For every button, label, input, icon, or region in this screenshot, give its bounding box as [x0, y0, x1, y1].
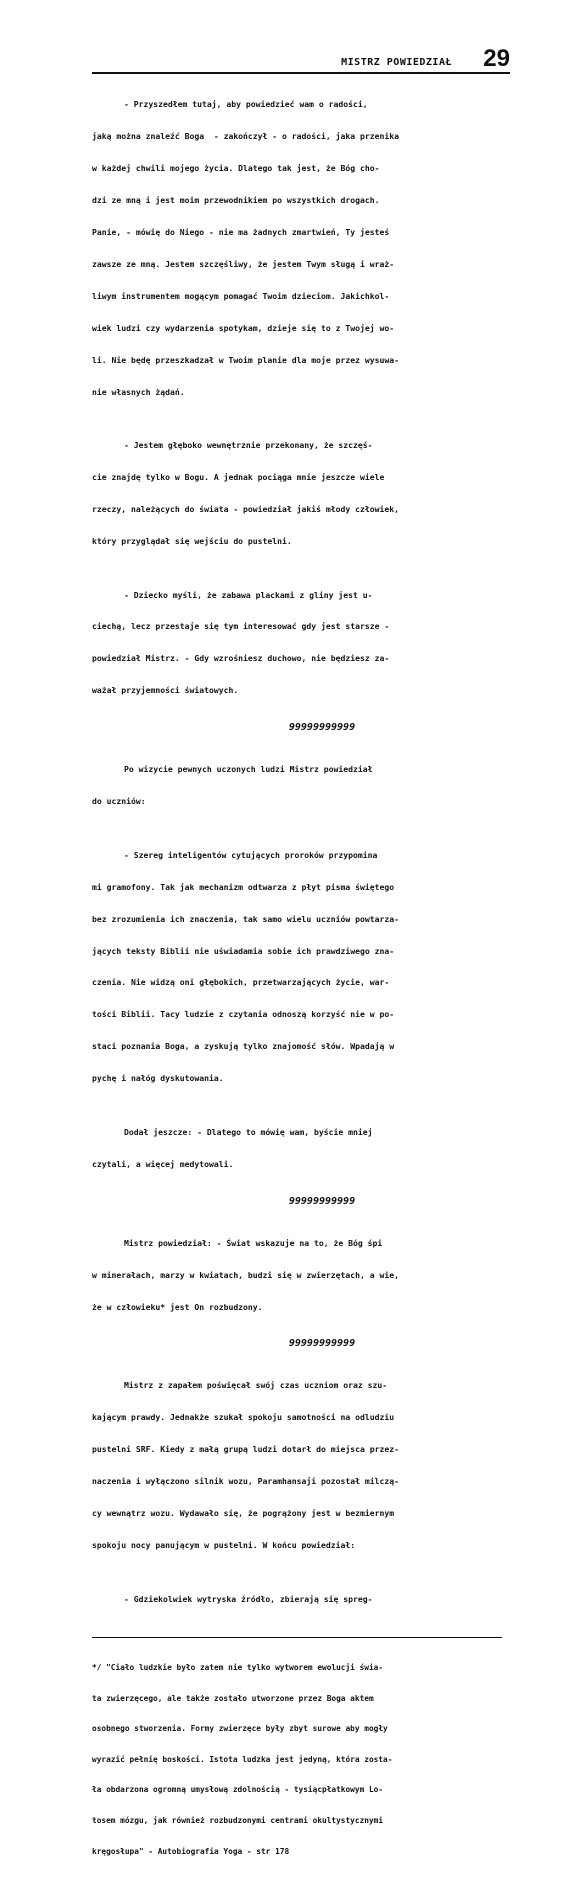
section-separator: 99999999999: [288, 1338, 356, 1350]
page-body: [92, 78, 512, 1877]
section-world: [92, 1216, 512, 1333]
paragraph: [92, 743, 512, 828]
text-line: nie własnych żądań.: [92, 387, 185, 398]
running-title: MISTRZ POWIEDZIAŁ: [341, 57, 452, 68]
text-line: cie znajdę tylko w Bogu. A jednak pociąga mnie jeszcze wiele: [92, 472, 385, 483]
text-line: staci poznania Boga, a zyskują tylko znajomość słów. Wpadają w: [92, 1041, 395, 1052]
footnote-line: tosem mózgu, jak również rozbudzonymi centrami okultystycznymi: [92, 1815, 384, 1825]
text-line: Panie, - mówię do Niego - nie ma żadnych zmartwień, Ty jesteś: [92, 227, 390, 238]
section-joy: [92, 78, 512, 717]
text-line: pustelni SRF. Kiedy z małą grupą ludzi dotarł do miejsca przez-: [92, 1444, 399, 1455]
footnote-line: */ "Ciało ludzkie było zatem nie tylko wytworem ewolucji świa-: [92, 1662, 384, 1672]
text-line: jących teksty Biblii nie uświadamia sobie ich prawdziwego zna-: [92, 945, 395, 956]
text-line: naczenia i wyłączono silnik wozu, Paramhansaji pozostał milczą-: [92, 1476, 399, 1487]
text-line: Po wizycie pewnych uczonych ludzi Mistrz powiedział: [124, 764, 373, 775]
paragraph: [92, 1216, 512, 1333]
paragraph: [92, 828, 512, 1105]
footnote-line: ła obdarzona ogromną umysłową zdolnością - tysiącpłatkowym Lo-: [92, 1785, 384, 1795]
paragraph: [92, 568, 512, 717]
text-line: czenia. Nie widzą oni głębokich, przetwarzających życie, war-: [92, 977, 390, 988]
text-line: do uczniów:: [92, 796, 146, 807]
text-line: - Przyszedłem tutaj, aby powiedzieć wam o radości,: [124, 99, 368, 110]
text-line: Dodał jeszcze: - Dlatego to mówię wam, byście mniej: [124, 1126, 373, 1137]
paragraph: [92, 419, 512, 568]
footnote-line: wyrazić pełnię boskości. Istota ludzka jest jedyną, która zosta-: [92, 1754, 393, 1764]
text-line: czytali, a więcej medytowali.: [92, 1158, 234, 1169]
footnote-divider: [92, 1637, 502, 1638]
text-line: rzeczy, należących do świata - powiedział jakiś młody człowiek,: [92, 504, 399, 515]
text-line: - Gdziekolwiek wytryska źródło, zbierają się spreg-: [124, 1593, 373, 1604]
text-line: dzi ze mną i jest moim przewodnikiem po wszystkich drogach.: [92, 195, 380, 206]
text-line: powiedział Mistrz. - Gdy wzrośniesz duchowo, nie będziesz za-: [92, 653, 390, 664]
text-line: mi gramofony. Tak jak mechanizm odtwarza z płyt pisma świętego: [92, 881, 395, 892]
text-line: zawsze ze mną. Jestem szczęśliwy, że jestem Twym sługą i wraż-: [92, 259, 395, 270]
section-separator: 99999999999: [288, 722, 356, 734]
text-line: jaką można znaleźć Boga - zakończył - o radości, jaka przenika: [92, 131, 399, 142]
text-line: Mistrz z zapałem poświęcał swój czas uczniom oraz szu-: [124, 1380, 388, 1391]
paragraph: [92, 1572, 512, 1625]
text-line: pychę i nałóg dyskutowania.: [92, 1073, 224, 1084]
paragraph: [92, 1359, 512, 1572]
footnote-line: ta zwierzęcego, ale także zostało utworzone przez Boga aktem: [92, 1693, 374, 1703]
text-line: że w człowieku* jest On rozbudzony.: [92, 1301, 263, 1312]
section-hermitage: [92, 1359, 512, 1625]
text-line: - Szereg inteligentów cytujących proroków przypomina: [124, 849, 378, 860]
footnote: [92, 1643, 512, 1877]
text-line: w każdej chwili mojego życia. Dlatego tak jest, że Bóg cho-: [92, 163, 380, 174]
text-line: ważał przyjemności światowych.: [92, 685, 239, 696]
text-line: - Dziecko myśli, że zabawa plackami z gliny jest u-: [124, 589, 373, 600]
text-line: li. Nie będę przeszkadzał w Twoim planie dla moje przez wysuwa-: [92, 355, 399, 366]
footnote-line: kręgosłupa" - Autobiografia Yoga - str 178: [92, 1846, 290, 1856]
text-line: który przyglądał się wejściu do pustelni.: [92, 536, 292, 547]
text-line: spokoju nocy panującym w pustelni. W końcu powiedział:: [92, 1540, 356, 1551]
text-line: tości Biblii. Tacy ludzie z czytania odnoszą korzyść nie w po-: [92, 1009, 395, 1020]
text-line: ciechą, lecz przestaje się tym interesować gdy jest starsze -: [92, 621, 390, 632]
footnote-line: osobnego stworzenia. Formy zwierzęce były zbyt surowe aby mogły: [92, 1724, 388, 1734]
section-separator: 99999999999: [288, 1195, 356, 1207]
text-line: w minerałach, marzy w kwiatach, budzi się w zwierzętach, a wie,: [92, 1269, 399, 1280]
running-header: [92, 46, 510, 74]
text-line: liwym instrumentem mogącym pomagać Twoim dzieciom. Jakichkol-: [92, 291, 390, 302]
text-line: cy wewnątrz wozu. Wydawało się, że pogrążony jest w bezmiernym: [92, 1508, 395, 1519]
text-line: kającym prawdy. Jednakże szukał spokoju samotności na odludziu: [92, 1412, 395, 1423]
text-line: - Jestem głęboko wewnętrznie przekonany, że szczęś-: [124, 440, 373, 451]
text-line: wiek ludzi czy wydarzenia spotykam, dzieje się to z Twojej wo-: [92, 323, 395, 334]
section-scholars: [92, 743, 512, 1191]
paragraph: [92, 1105, 512, 1190]
text-line: bez zrozumienia ich znaczenia, tak samo wielu uczniów powtarza-: [92, 913, 399, 924]
paragraph: [92, 78, 512, 419]
page-number: 29: [483, 45, 510, 72]
text-line: Mistrz powiedział: - Świat wskazuje na to, że Bóg śpi: [124, 1237, 383, 1248]
